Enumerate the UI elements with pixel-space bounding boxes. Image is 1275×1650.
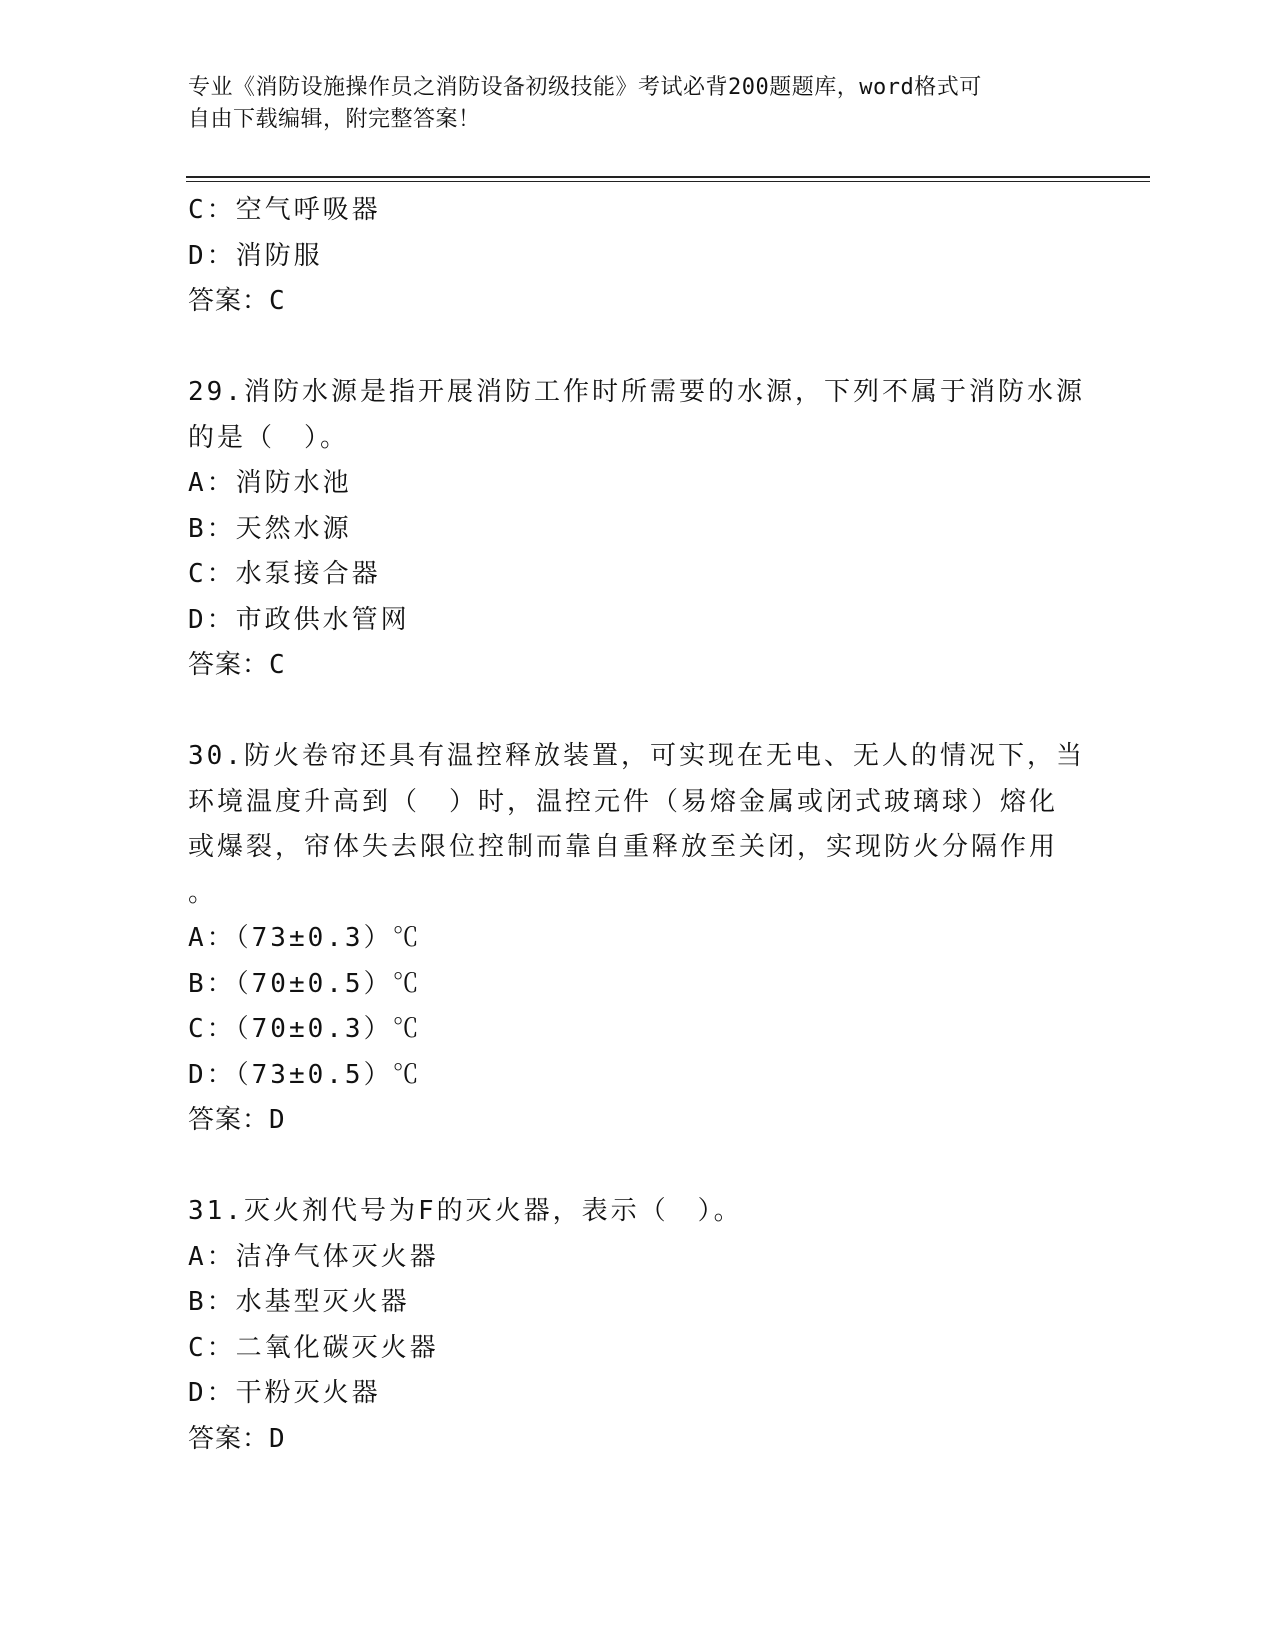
option-d: D：（73±0.5）℃ bbox=[188, 1059, 422, 1090]
option-a: A：（73±0.3）℃ bbox=[188, 923, 422, 953]
option-b: B：水基型灭火器 bbox=[188, 1287, 410, 1317]
option-c: C：二氧化碳灭火器 bbox=[188, 1332, 439, 1363]
spacer bbox=[188, 1144, 1088, 1190]
question-text-line: 的是（ ）。 bbox=[188, 422, 350, 453]
option-a: A：消防水池 bbox=[188, 468, 352, 498]
question-text-line: 。 bbox=[188, 877, 218, 908]
answer-line: 答案：C bbox=[188, 286, 286, 316]
question-text-line: 31.灭火剂代号为F的灭火器，表示（ ）。 bbox=[188, 1196, 743, 1226]
spacer bbox=[188, 325, 1088, 371]
answer-line: 答案：D bbox=[188, 1105, 286, 1135]
header-line-2: 自由下载编辑，附完整答案！ bbox=[188, 107, 481, 132]
option-b: B：天然水源 bbox=[188, 513, 352, 544]
option-c: C：空气呼吸器 bbox=[188, 195, 381, 225]
document-header bbox=[188, 72, 1088, 136]
question-29 bbox=[188, 370, 1088, 689]
option-d: D：消防服 bbox=[188, 240, 323, 271]
question-text-line: 或爆裂，帘体失去限位控制而靠自重释放至关闭，实现防火分隔作用 bbox=[188, 832, 1059, 862]
question-30 bbox=[188, 734, 1088, 1144]
option-d: D：市政供水管网 bbox=[188, 604, 410, 635]
option-c: C：水泵接合器 bbox=[188, 559, 381, 589]
question-text-line: 环境温度升高到（ ）时，温控元件（易熔金属或闭式玻璃球）熔化 bbox=[188, 786, 1059, 817]
question-list bbox=[188, 188, 1088, 1462]
spacer bbox=[188, 689, 1088, 735]
option-c: C：（70±0.3）℃ bbox=[188, 1014, 422, 1044]
answer-line: 答案：C bbox=[188, 650, 286, 680]
answer-line: 答案：D bbox=[188, 1423, 286, 1454]
header-divider-thick bbox=[186, 176, 1150, 178]
header-divider-thin bbox=[186, 181, 1150, 182]
question-text-line: 29.消防水源是指开展消防工作时所需要的水源，下列不属于消防水源 bbox=[188, 377, 1085, 407]
prev-question-tail bbox=[188, 188, 1088, 325]
header-line-1: 专业《消防设施操作员之消防设备初级技能》考试必背200题题库，word格式可 bbox=[188, 75, 982, 100]
option-b: B：（70±0.5）℃ bbox=[188, 968, 422, 999]
question-text-line: 30.防火卷帘还具有温控释放装置，可实现在无电、无人的情况下，当 bbox=[188, 741, 1085, 771]
option-a: A：洁净气体灭火器 bbox=[188, 1241, 439, 1272]
question-31 bbox=[188, 1189, 1088, 1462]
option-d: D：干粉灭火器 bbox=[188, 1378, 381, 1408]
